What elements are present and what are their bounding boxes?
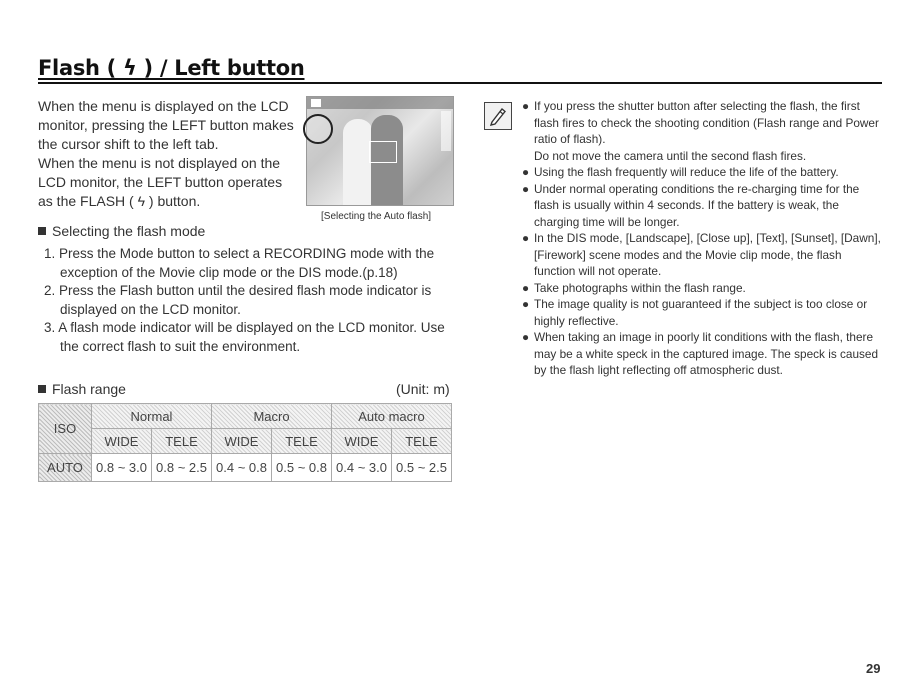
iso-header: ISO — [39, 404, 92, 454]
value-cell: 0.4 ~ 0.8 — [212, 454, 272, 482]
value-cell: 0.4 ~ 3.0 — [332, 454, 392, 482]
range-heading: Flash range — [38, 381, 126, 397]
square-bullet-icon — [38, 385, 46, 393]
subheader-cell: TELE — [272, 429, 332, 454]
subheader-cell: WIDE — [92, 429, 152, 454]
image-caption: [Selecting the Auto flash] — [321, 211, 432, 222]
lcd-status-bar — [307, 97, 453, 109]
note-item: ● Under normal operating conditions the re-charging time for the flash is usually within 4 seconds. If the battery is weak, the charging time will be longer. — [522, 181, 860, 229]
title-bar — [38, 56, 882, 84]
note-item: ● The image quality is not guaranteed if the subject is too close or highly reflective. — [522, 297, 868, 328]
note-item: ● Using the flash frequently will reduce the life of the battery. — [522, 165, 839, 179]
subheader-cell: WIDE — [332, 429, 392, 454]
intro-paragraph-1: When the menu is displayed on the LCD monitor, pressing the LEFT button makes the cursor shift to the left tab. — [38, 98, 294, 152]
intro-paragraph-2: When the menu is not displayed on the LCD monitor, the LEFT button operates as the FLASH ( ϟ ) button. — [38, 155, 283, 209]
value-cell: 0.5 ~ 0.8 — [272, 454, 332, 482]
camera-lcd-image — [306, 96, 454, 206]
group-header-macro: Macro — [212, 404, 332, 429]
value-cell: 0.8 ~ 2.5 — [152, 454, 212, 482]
focus-frame — [369, 141, 397, 163]
subheader-cell: TELE — [392, 429, 452, 454]
page-number: 29 — [866, 661, 881, 676]
auto-flash-icon — [311, 99, 321, 107]
step-item: 3. A flash mode indicator will be displayed on the LCD monitor. Use the correct flash to suit the environment. — [44, 320, 445, 354]
selecting-heading: Selecting the flash mode — [38, 223, 205, 239]
note-continuation: Do not move the camera until the second flash fires. — [534, 148, 807, 163]
square-bullet-icon — [38, 227, 46, 235]
note-item: ● When taking an image in poorly lit conditions with the flash, there may be a white speck in the captured image. The speck is caused by the flash light reflecting off atmospheric dust. — [522, 330, 879, 377]
step-item: 1. Press the Mode button to select a RECORDING mode with the exception of the Movie clip mode or the DIS mode.(p.18) — [44, 246, 435, 280]
value-cell: 0.8 ~ 3.0 — [92, 454, 152, 482]
note-item: ● Take photographs within the flash range. — [522, 280, 746, 295]
lcd-side-icons — [441, 111, 451, 151]
note-item: ● In the DIS mode, [Landscape], [Close up], [Text], [Sunset], [Dawn], [Firework] scene modes and the Movie clip mode, the flash function will not operate. — [522, 231, 881, 278]
group-header-auto-macro: Auto macro — [332, 404, 452, 429]
step-item: 2. Press the Flash button until the desired flash mode indicator is displayed on the LCD monitor. — [44, 283, 432, 317]
flash-indicator-circle-icon — [303, 114, 333, 144]
group-header-normal: Normal — [92, 404, 212, 429]
subheader-cell: WIDE — [212, 429, 272, 454]
note-item: ● If you press the shutter button after selecting the flash, the first flash fires to check the shooting condition (Flash range and Power ratio of flash). Do not move the camera until the second flash fires. — [522, 98, 886, 164]
steps-list — [44, 245, 454, 356]
note-pencil-icon — [484, 102, 512, 130]
subheader-cell: TELE — [152, 429, 212, 454]
row-label-auto: AUTO — [39, 454, 92, 482]
page-title: Flash ( ϟ ) / Left button — [38, 56, 305, 80]
notes-list — [522, 98, 886, 379]
intro-text — [38, 97, 300, 211]
unit-label: (Unit: m) — [396, 381, 450, 397]
flash-range-table — [38, 403, 452, 482]
value-cell: 0.5 ~ 2.5 — [392, 454, 452, 482]
